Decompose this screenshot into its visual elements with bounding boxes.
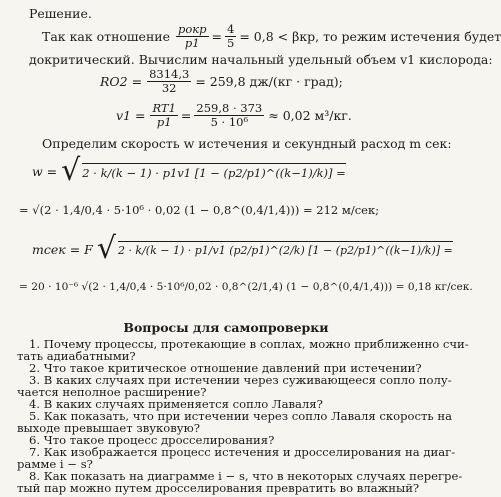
subcritical-text: докритический. Вычислим начальный удельный объем v1 кислорода: [29, 52, 493, 67]
question-line-7: 5. Как показать, что при истечении через сопло Лаваля скорость на [29, 409, 453, 423]
specific-volume-den: p1 [156, 114, 172, 129]
question-line-6: 4. В каких случаях применяется сопло Лаваля? [29, 397, 323, 411]
sqrt-icon-2: √ [96, 231, 116, 266]
question-line-3: 2. Что такое критическое отношение давлений при истечении? [29, 361, 422, 375]
mass-flow-formula-body: 2 · k/(k − 1) · p1/v1 (p2/p1)^(2/k) [1 − (p2/p1)^((k−1)/k)] = [118, 241, 453, 257]
question-line-1: 1. Почему процессы, протекающие в соплах, можно приближенно счи- [29, 337, 469, 351]
question-line-5: чается неполное расширение? [17, 385, 207, 399]
question-line-10: 7. Как изображается процесс истечения и дросселирования на диаг- [29, 445, 456, 459]
question-line-4: 3. В каких случаях при истечении через суживающееся сопло полу- [29, 373, 452, 387]
velocity-numeric [19, 193, 379, 227]
ratio-value-fraction [225, 23, 236, 48]
ratio-conclusion-text: = 0,8 < βкр, то режим истечения будет [239, 28, 501, 44]
gas-constant-num: 8314,3 [149, 67, 190, 82]
specific-volume-num-2: 259,8 · 373 [196, 101, 263, 116]
specific-volume-result: ≈ 0,02 м³/кг. [268, 107, 352, 123]
questions-heading: Вопросы для самопроверки [123, 320, 329, 335]
velocity-formula [32, 154, 346, 188]
question-line-11: рамме i − s? [17, 457, 93, 471]
specific-volume-fraction [150, 102, 177, 127]
solution-heading: Решение. [29, 6, 92, 21]
gas-constant-result: = 259,8 дж/(кг · град); [195, 73, 343, 89]
specific-volume-line [116, 100, 352, 130]
velocity-label: w = [32, 163, 58, 179]
sqrt-icon: √ [61, 153, 81, 188]
mass-flow-numeric-body: = 20 · 10⁻⁶ √(2 · 1,4/0,4 · 5·10⁶/0,02 · 0,8^(2/1,4) (1 − 0,8^(0,4/1,4))) = 0,18 кг/сек. [19, 281, 473, 293]
gas-constant-line [100, 66, 343, 96]
specific-volume-fraction-2 [194, 102, 264, 127]
question-line-12: 8. Как показать на диаграмме i − s, что в некоторых случаях перегре- [29, 469, 463, 483]
gas-constant-fraction [147, 68, 191, 93]
mass-flow-label: mсек = F [32, 241, 93, 257]
ratio-denominator: p1 [184, 35, 200, 50]
specific-volume-label: v1 = [116, 107, 146, 123]
specific-volume-den-2: 5 · 10⁶ [210, 114, 249, 129]
question-line-9: 6. Что такое процесс дросселирования? [29, 433, 275, 447]
ratio-numerator: pокр [178, 22, 207, 37]
velocity-formula-body: 2 · k/(k − 1) · p1v1 [1 − (p2/p1)^((k−1)/k)] = [82, 163, 346, 180]
velocity-intro-text: Определим скорость w истечения и секундный расход m сек: [42, 136, 452, 151]
specific-volume-equals: = [180, 107, 192, 123]
ratio-line [42, 22, 501, 50]
question-line-2: тать адиабатными? [17, 349, 136, 363]
gas-constant-den: 32 [161, 80, 177, 95]
velocity-numeric-body: = √(2 · 1,4/0,4 · 5·10⁶ · 0,02 (1 − 0,8^(0,4/1,4))) = 212 м/сек; [19, 203, 380, 217]
ratio-equals: = [211, 28, 223, 44]
gas-constant-label: RO2 = [100, 73, 143, 89]
specific-volume-num: RT1 [152, 101, 176, 116]
question-line-8: выходе превышает звуковую? [17, 421, 200, 435]
ratio-fraction [176, 23, 209, 48]
mass-flow-formula [32, 232, 453, 266]
ratio-intro-text: Так как отношение [42, 28, 171, 44]
question-line-13: тый пар можно путем дросселирования превратить во влажный? [17, 481, 420, 495]
ratio-value-den: 5 [227, 35, 235, 50]
ratio-value-num: 4 [227, 22, 235, 37]
mass-flow-numeric [19, 270, 473, 304]
